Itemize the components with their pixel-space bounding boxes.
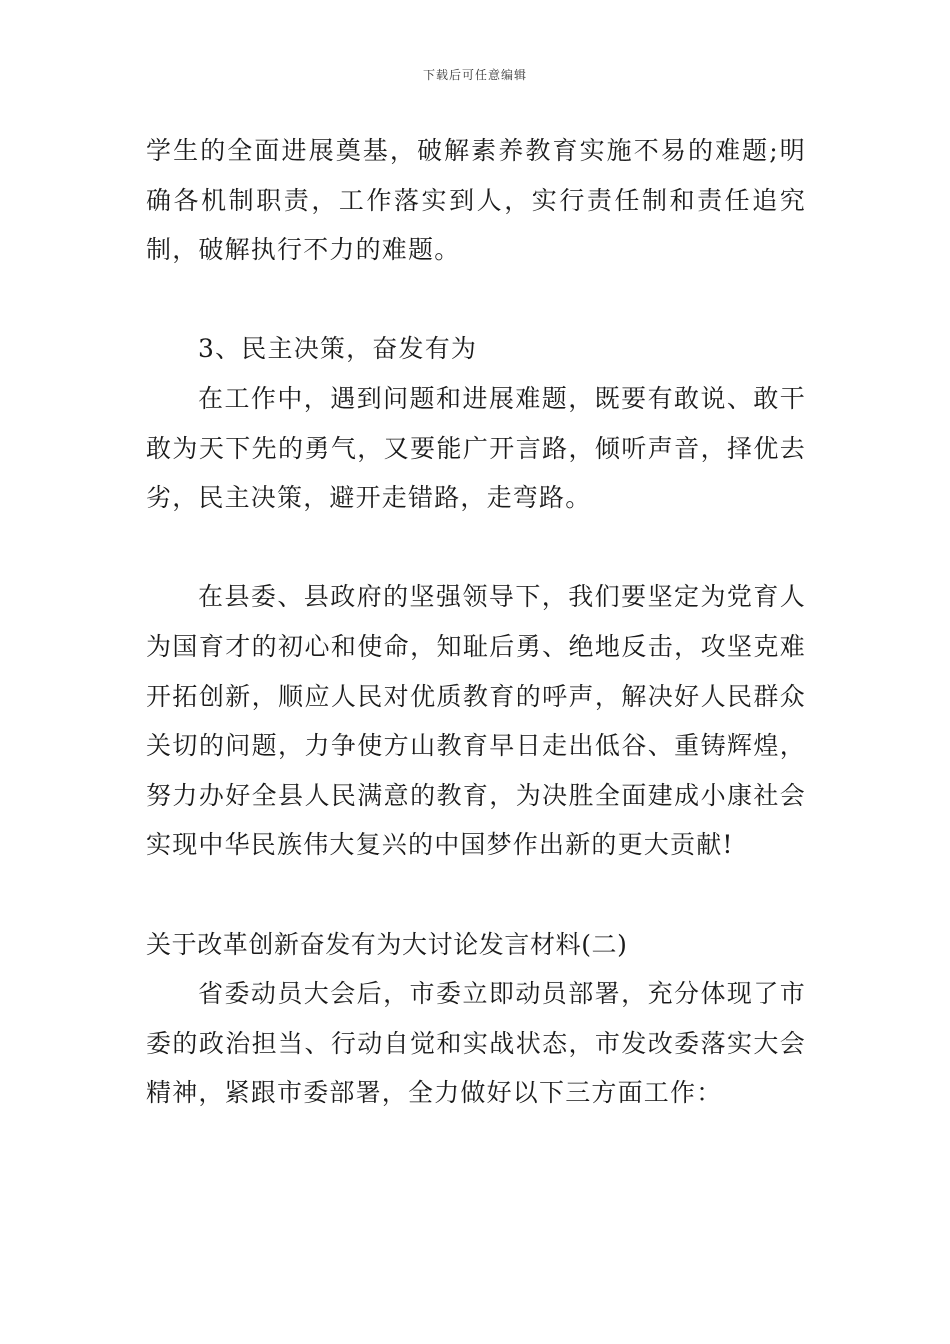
section-heading-3: 3、民主决策，奋发有为 — [198, 334, 478, 364]
paragraph-decision: 在工作中，遇到问题和进展难题，既要有敢说、敢干敢为天下先的勇气，又要能广开言路，倾听声音，择优去劣，民主决策，避开走错路，走弯路。 — [146, 383, 806, 513]
paragraph-opening: 省委动员大会后，市委立即动员部署，充分体现了市委的政治担当、行动自觉和实战状态，市发改委落实大会精神，紧跟市委部署，全力做好以下三方面工作： — [146, 979, 806, 1108]
paragraph-leadership: 在县委、县政府的坚强领导下，我们要坚定为党育人为国育才的初心和使命，知耻后勇、绝地反击，攻坚克难开拓创新，顺应人民对优质教育的呼声，解决好人民群众关切的问题，力争使方山教育早日走出低谷、重铸辉煌，努力办好全县人民满意的教育，为决胜全面建成小康社会实现中华民族伟大复兴的中国梦作出新的更大贡献! — [146, 582, 806, 860]
document-title-part-two: 关于改革创新奋发有为大讨论发言材料(二) — [146, 929, 628, 959]
page-header-note: 下载后可任意编辑 — [422, 68, 527, 82]
document-body — [146, 126, 806, 1118]
paragraph-continuation: 学生的全面进展奠基，破解素养教育实施不易的难题;明确各机制职责，工作落实到人，实行责任制和责任追究制，破解执行不力的难题。 — [146, 136, 806, 265]
